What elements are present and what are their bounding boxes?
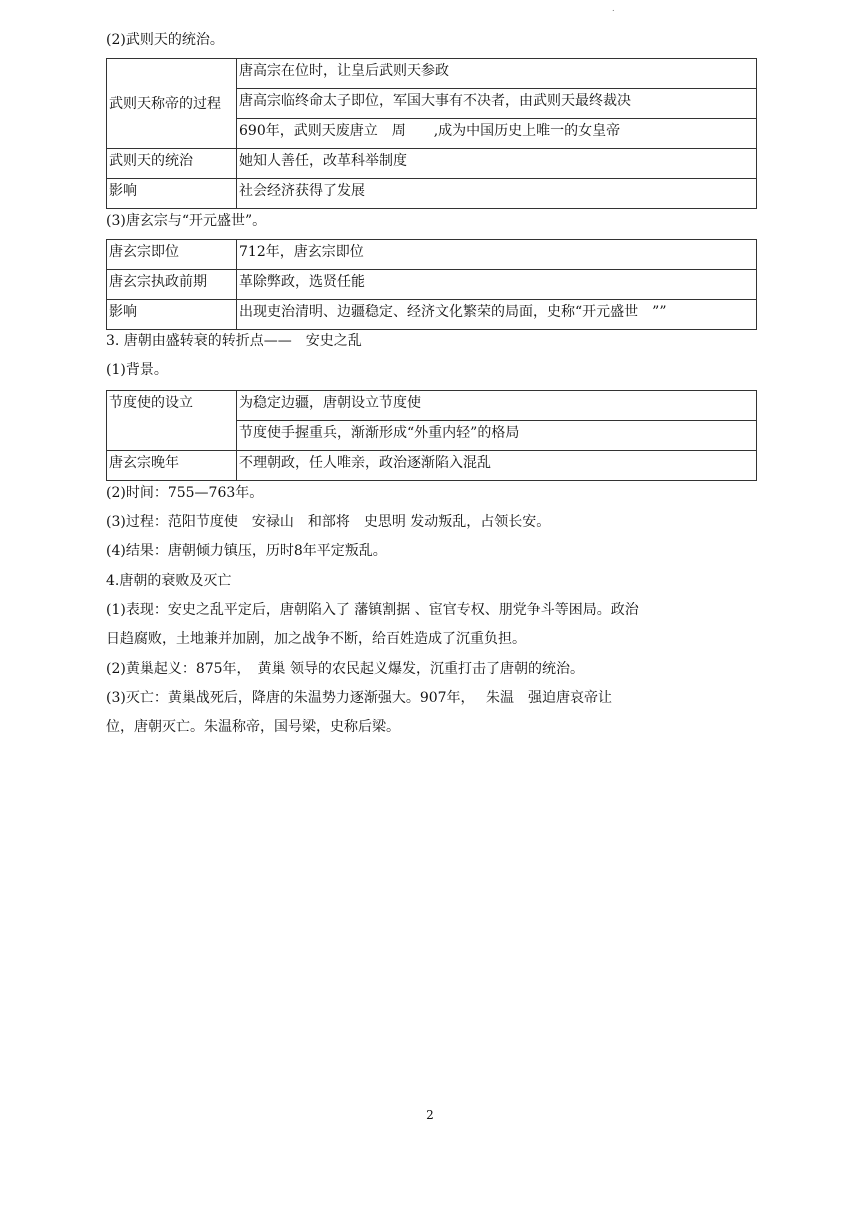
row-label: 唐玄宗晚年 [107, 451, 237, 481]
table-row [107, 240, 757, 270]
table-cell: 690年，武则天废唐立 周 ,成为中国历史上唯一的女皇帝 [237, 119, 757, 149]
row-label: 武则天的统治 [107, 149, 237, 179]
background-title: (1)背景。 [106, 362, 168, 378]
process-line: (3)过程：范阳节度使 安禄山 和部将 史思明 发动叛乱，占领长安。 [106, 514, 551, 530]
anshi-background-table [106, 390, 757, 481]
wuzetian-table [106, 58, 757, 209]
paragraph-3-line-1: (3)灭亡：黄巢战死后，降唐的朱温势力逐渐强大。907年， 朱温 强迫唐哀帝让 [106, 690, 613, 706]
paragraph-3-line-2: 位，唐朝灭亡。朱温称帝，国号梁，史称后梁。 [106, 719, 400, 735]
table-row [107, 59, 757, 89]
row-label: 唐玄宗即位 [107, 240, 237, 270]
page-number: 2 [426, 1108, 434, 1122]
row-label: 武则天称帝的过程 [107, 59, 237, 149]
part-3-title: 3. 唐朝由盛转衰的转折点—— 安史之乱 [106, 333, 362, 349]
table-cell: 唐高宗临终命太子即位，军国大事有不决者，由武则天最终裁决 [237, 89, 757, 119]
row-label: 唐玄宗执政前期 [107, 270, 237, 300]
part-4-title: 4.唐朝的衰败及灭亡 [106, 573, 232, 589]
table-cell: 唐高宗在位时，让皇后武则天参政 [237, 59, 757, 89]
xuanzong-table [106, 239, 757, 330]
table-cell: 革除弊政，选贤任能 [237, 270, 757, 300]
table-cell: 她知人善任，改革科举制度 [237, 149, 757, 179]
table-cell: 712年，唐玄宗即位 [237, 240, 757, 270]
paragraph-1-line-1: (1)表现：安史之乱平定后，唐朝陷入了 藩镇割据 、宦官专权、朋党争斗等困局。政治 [106, 602, 639, 618]
section-3-title: (3)唐玄宗与“开元盛世”。 [106, 213, 267, 229]
table-row [107, 391, 757, 421]
table-row [107, 179, 757, 209]
time-line: (2)时间：755—763年。 [106, 485, 264, 501]
section-2-title: (2)武则天的统治。 [106, 32, 224, 48]
row-label: 影响 [107, 179, 237, 209]
paragraph-2: (2)黄巢起义：875年， 黄巢 领导的农民起义爆发，沉重打击了唐朝的统治。 [106, 661, 585, 677]
row-label: 影响 [107, 300, 237, 330]
table-cell: 节度使手握重兵，渐渐形成“外重内轻”的格局 [237, 421, 757, 451]
header-dot: . [612, 4, 615, 13]
table-cell: 社会经济获得了发展 [237, 179, 757, 209]
table-cell: 为稳定边疆，唐朝设立节度使 [237, 391, 757, 421]
table-cell: 不理朝政，任人唯亲，政治逐渐陷入混乱 [237, 451, 757, 481]
table-cell: 出现吏治清明、边疆稳定、经济文化繁荣的局面，史称“开元盛世 ”” [237, 300, 757, 330]
row-label: 节度使的设立 [107, 391, 237, 451]
table-row [107, 149, 757, 179]
table-row [107, 451, 757, 481]
table-row [107, 300, 757, 330]
paragraph-1-line-2: 日趋腐败，土地兼并加剧，加之战争不断，给百姓造成了沉重负担。 [106, 631, 526, 647]
result-line: (4)结果：唐朝倾力镇压，历时8年平定叛乱。 [106, 543, 387, 559]
table-row [107, 270, 757, 300]
